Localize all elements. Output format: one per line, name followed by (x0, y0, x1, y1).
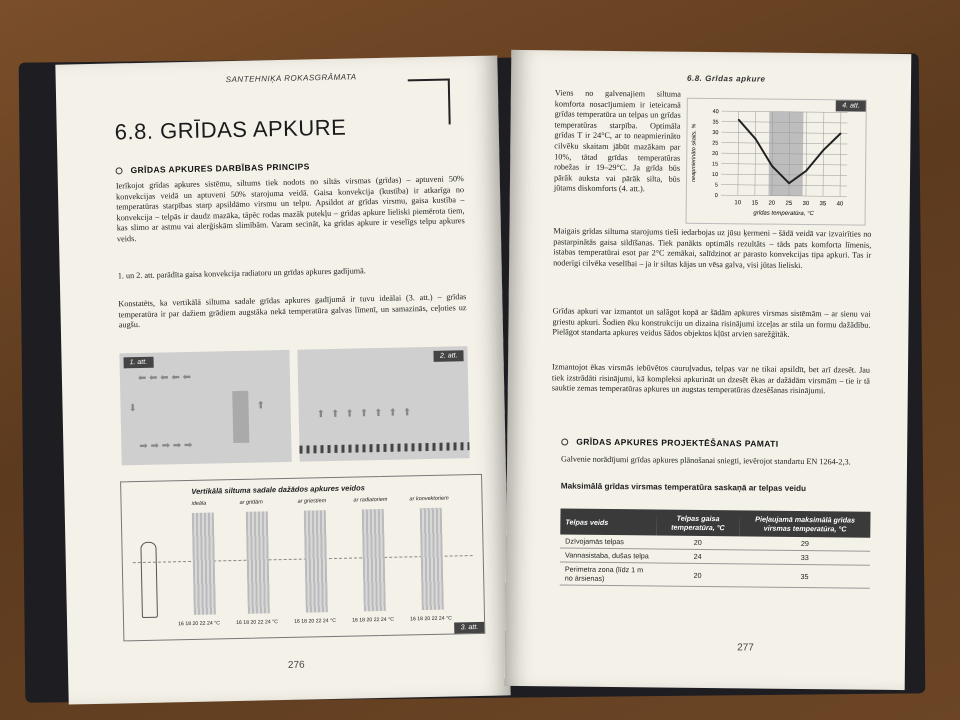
figure-label: 1. att. (123, 357, 153, 369)
x-tick-label: 10 (734, 200, 742, 207)
table-cell: Dzīvojamās telpas (560, 534, 656, 549)
table-cell: Perimetra zona (līdz 1 m no ārsienas) (560, 562, 656, 586)
axis-ticks: 16 18 20 22 24 °C (351, 616, 394, 624)
x-axis-label: grīdas temperatūra, °C (753, 210, 814, 218)
table-caption: Maksimālā grīdas virsmas temperatūra saskaņā ar telpas veidu (560, 481, 807, 494)
y-tick-label: 40 (712, 109, 719, 116)
section-heading-text: GRĪDAS APKURES PROJEKTĒŠANAS PAMATI (576, 436, 779, 449)
axis-ticks: 16 18 20 22 24 °C (294, 617, 337, 625)
page-number: 277 (737, 642, 754, 654)
decorative-bracket (408, 78, 451, 125)
paragraph: Izmantojot ēkas virsmās iebūvētos cauruļvadus, telpas var ne tikai apsildīt, bet arī dzesēt. Jau tiek izstrādāti risinājumi, kā kompleksi apkurināt un dzesēt ēkas ar dažādām virsmām – tie ir tā sauktie zemas temperatūras apkures un augstas temperatūras dzesēšanas risinājumi. (551, 362, 871, 396)
column-label: ar griestiem (297, 498, 327, 505)
figure-floor-convection (297, 346, 469, 462)
distribution-column (246, 511, 270, 613)
y-tick-label: 15 (711, 161, 719, 168)
x-tick-label: 40 (836, 201, 844, 208)
figure-title: Vertikālā siltuma sadale dažādos apkures veidos (191, 483, 365, 496)
paragraph: Maigais grīdas siltuma starojums tieši iedarbojas uz jūsu ķermeni – šādā veidā var izvairīties no pastarpinātās gaisa sildīšanas. Tiek panākts optimāls rezultāts – tāds pats komforta līmenis, istabas temperatūrai esot par 2°C zemākai, salīdzinot ar parasto konvekcijas tipa apkuri. Tas ir noderīgi cilvēka veselībai – ja ir siltas kājas un vēsa galva, visi jūtas lieliski. (553, 226, 872, 270)
y-tick-label: 25 (712, 140, 719, 147)
paragraph: Galvenie norādījumi grīdas apkures plānošanai sniegti, ievērojot standartu EN 1264-2,3. (561, 454, 851, 467)
y-tick-label: 35 (712, 119, 719, 126)
x-tick-label: 15 (751, 200, 759, 207)
figure-label: 4. att. (836, 100, 866, 111)
floor-pipes (299, 442, 469, 454)
paragraph: Viens no galvenajiem siltuma komforta nosacījumiem ir ieteicamā grīdas temperatūra un telpas un grīdas temperatūras starpība. Optimāla grīdas T ir 24°C, ar to neapmierināto cilvēku skaitam jābūt mazākam par 10%, tātad grīdas temperatūras robežas ir 19–29°C. Ja grīda būs pārāk auksta vai pārāk silta, būs jūtams diskomforts (4. att.). (553, 88, 681, 194)
running-head: 6.8. Grīdas apkure (687, 73, 766, 84)
figure-radiator-convection (119, 350, 291, 466)
section-heading-text: GRĪDAS APKURES DARBĪBAS PRINCIPS (130, 161, 310, 176)
bullet-icon (561, 439, 568, 446)
column-label: ideāla (191, 500, 207, 507)
axis-ticks: 16 18 20 22 24 °C (409, 615, 452, 623)
section-heading (561, 436, 778, 448)
figure-label: 3. att. (455, 622, 485, 634)
table-cell: 20 (656, 535, 740, 549)
table-header-row (560, 508, 870, 537)
axis-ticks: 16 18 20 22 24 °C (178, 620, 221, 628)
y-tick-label: 10 (711, 172, 719, 179)
distribution-column (304, 510, 328, 612)
paragraph: Ierīkojot grīdas apkures sistēmu, siltums tiek nodots no siltās virsmas (grīdas) – aptuveni 50% konvekcijas veidā un aptuveni 50% starojuma veidā. Gaisa konvekcija (kustība) ir atkarīga no temperatūras starpības starp apsildāmo virsmu un telpu. Apsildot ar grīdas virsmu, gaisa kustība – konvekcija – telpās ir daudz mazāka, tāpēc rodas mazāk putekļu – grīdas apkure lieliski piemērota tiem, kas slimo ar astmu vai alerģiskām slimībām. Varam secināt, ka grīdas apkure ir veselīgs telpu apkures veids. (115, 174, 465, 244)
paragraph: 1. un 2. att. parādīta gaisa konvekcija radiatoru un grīdas apkures gadījumā. (117, 266, 366, 281)
left-page (55, 55, 510, 704)
table-header-cell: Pieļaujamā maksimālā grīdas virsmas temperatūra, °C (740, 510, 871, 537)
bullet-icon (116, 168, 123, 175)
table-cell: 24 (656, 549, 740, 564)
column-label: ar grīdām (239, 499, 263, 506)
running-head: SANTEHNIĶA ROKASGRĀMATA (225, 72, 357, 85)
section-heading (115, 161, 309, 175)
temperature-table (560, 508, 871, 588)
chart-figure (686, 98, 867, 226)
table-cell: 29 (740, 536, 871, 551)
x-tick-label: 30 (802, 200, 810, 208)
distribution-column (192, 512, 216, 614)
arrow-icon: ⬅ ⬅ ⬅ ⬅ ⬅ (137, 371, 192, 385)
table-header-cell: Telpas gaisa temperatūra, °C (656, 509, 740, 536)
table-cell: 33 (739, 550, 870, 565)
paragraph: Grīdas apkuri var izmantot un salāgot kopā ar šādām apkures virsmas sistēmām – ar sienu vai griestu apkuri. Šodien ēku konstrukciju un dizaina risinājumi izceļas ar stila un formu dažādību. Pielāgot standarta apkures veidus šādos objektos kļūst arvien sarežģītāk. (552, 306, 871, 340)
distribution-column (420, 508, 444, 610)
y-axis-label: neapmierināto skaits, % (690, 123, 698, 183)
y-tick-label: 5 (714, 182, 718, 189)
distribution-column (362, 509, 386, 611)
axis-ticks: 16 18 20 22 24 °C (236, 619, 279, 627)
page-number: 276 (287, 659, 305, 671)
x-tick-label: 35 (819, 201, 827, 208)
figure-vertical-heat-distribution (120, 474, 485, 642)
table-header-cell: Telpas veids (560, 508, 656, 535)
table-cell: 35 (739, 564, 870, 588)
chapter-title: 6.8. GRĪDAS APKURE (114, 114, 347, 145)
x-tick-label: 25 (785, 200, 793, 207)
arrow-icon: ➡ ➡ ➡ ➡ ➡ (139, 439, 193, 453)
column-label: ar konvektoriem (409, 495, 449, 503)
radiator-shape (232, 391, 249, 443)
y-tick-label: 20 (712, 151, 719, 158)
table-row (560, 562, 870, 588)
arrow-icon: ⬆⬆⬆⬆⬆⬆⬆ (316, 407, 418, 421)
y-tick-label: 0 (714, 193, 718, 200)
right-page (505, 50, 912, 690)
paragraph: Konstatēts, ka vertikālā siltuma sadale grīdas apkures gadījumā ir tuvu ideālai (3. att.) – grīdas temperatūra ir par dažiem grādiem augstāka nekā temperatūra galvas līmenī, un samazinās, ceļoties uz augšu. (118, 292, 467, 330)
x-tick-label: 20 (768, 200, 776, 207)
arrow-icon: ⬆ (256, 400, 266, 412)
column-label: ar radiatoriem (353, 496, 388, 504)
table-cell: Vannasistaba, dušas telpa (560, 548, 656, 563)
arrow-icon: ⬇ (128, 403, 138, 415)
person-silhouette (140, 542, 158, 618)
y-tick-label: 30 (712, 130, 719, 137)
comfort-chart (687, 99, 866, 225)
figure-label: 2. att. (434, 350, 464, 362)
table-cell: 20 (656, 563, 740, 587)
